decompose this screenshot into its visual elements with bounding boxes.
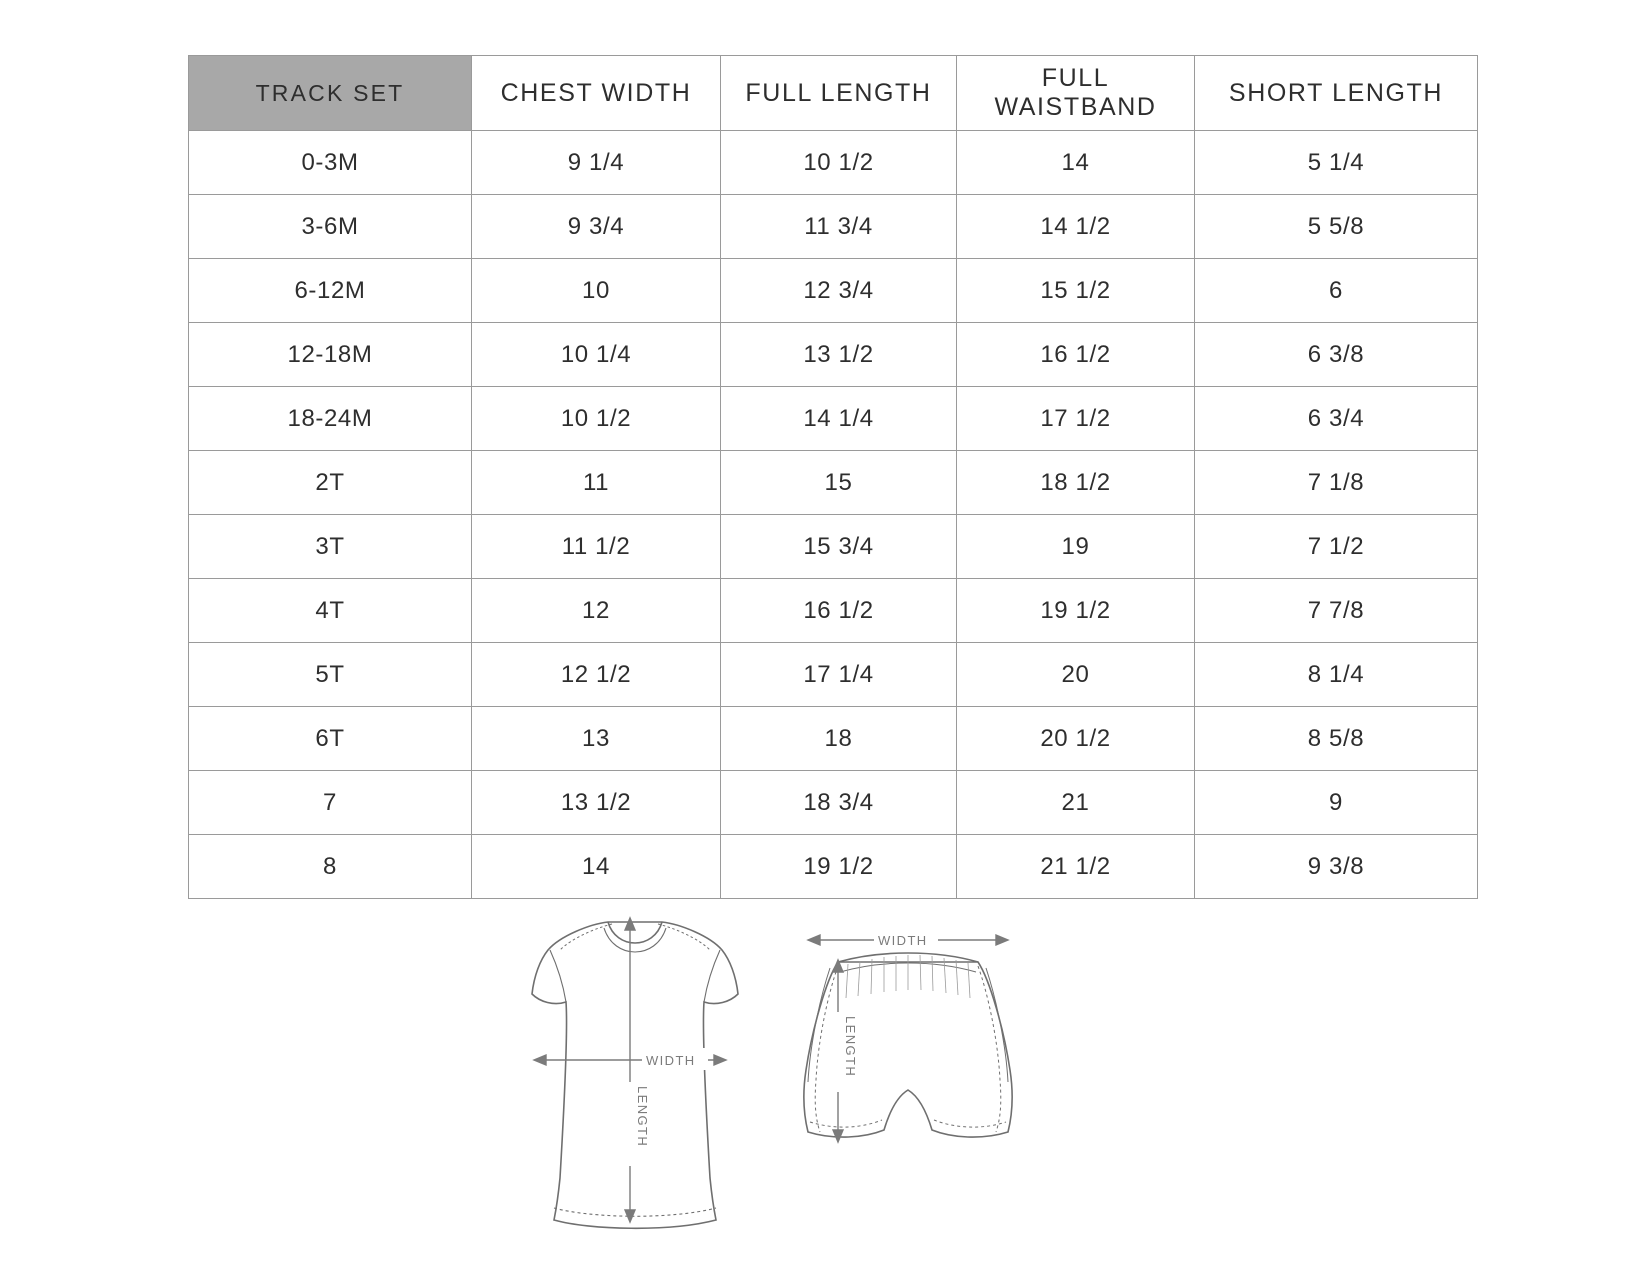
- column-header-full-length: FULL LENGTH: [721, 56, 957, 131]
- cell-full-length: 17 1/4: [721, 643, 957, 707]
- table-row: [189, 195, 1478, 259]
- cell-short-length: 8 5/8: [1195, 707, 1478, 771]
- cell-full-waistband: 20: [957, 643, 1195, 707]
- cell-short-length: 6: [1195, 259, 1478, 323]
- cell-short-length: 7 7/8: [1195, 579, 1478, 643]
- column-header-chest-width: CHEST WIDTH: [472, 56, 721, 131]
- table-row: [189, 579, 1478, 643]
- cell-full-length: 10 1/2: [721, 131, 957, 195]
- cell-chest-width: 10 1/2: [472, 387, 721, 451]
- cell-short-length: 9 3/8: [1195, 835, 1478, 899]
- cell-chest-width: 11: [472, 451, 721, 515]
- cell-full-length: 13 1/2: [721, 323, 957, 387]
- cell-short-length: 7 1/8: [1195, 451, 1478, 515]
- cell-chest-width: 12 1/2: [472, 643, 721, 707]
- cell-short-length: 9: [1195, 771, 1478, 835]
- cell-full-length: 15: [721, 451, 957, 515]
- cell-size: 6-12M: [189, 259, 472, 323]
- cell-chest-width: 14: [472, 835, 721, 899]
- cell-full-waistband: 17 1/2: [957, 387, 1195, 451]
- cell-full-waistband: 14: [957, 131, 1195, 195]
- tank-top-illustration: [520, 910, 780, 1245]
- table-row: [189, 643, 1478, 707]
- table-row: [189, 259, 1478, 323]
- measurement-illustrations: [520, 910, 1160, 1250]
- cell-full-waistband: 14 1/2: [957, 195, 1195, 259]
- cell-size: 7: [189, 771, 472, 835]
- cell-short-length: 5 1/4: [1195, 131, 1478, 195]
- cell-full-waistband: 21: [957, 771, 1195, 835]
- cell-full-waistband: 19: [957, 515, 1195, 579]
- cell-short-length: 7 1/2: [1195, 515, 1478, 579]
- cell-full-length: 11 3/4: [721, 195, 957, 259]
- cell-full-length: 12 3/4: [721, 259, 957, 323]
- table-row: [189, 387, 1478, 451]
- column-header-short-length: SHORT LENGTH: [1195, 56, 1478, 131]
- cell-full-length: 15 3/4: [721, 515, 957, 579]
- cell-full-waistband: 15 1/2: [957, 259, 1195, 323]
- size-chart-table: [188, 55, 1478, 899]
- table-row: [189, 451, 1478, 515]
- table-body: [189, 131, 1478, 899]
- column-header-track-set: TRACK SET: [189, 56, 472, 131]
- cell-chest-width: 10 1/4: [472, 323, 721, 387]
- column-header-full-waistband: FULL WAISTBAND: [957, 56, 1195, 131]
- cell-full-waistband: 16 1/2: [957, 323, 1195, 387]
- cell-chest-width: 13 1/2: [472, 771, 721, 835]
- cell-full-length: 19 1/2: [721, 835, 957, 899]
- shorts-width-label: WIDTH: [878, 933, 928, 948]
- table-row: [189, 707, 1478, 771]
- cell-size: 18-24M: [189, 387, 472, 451]
- cell-short-length: 8 1/4: [1195, 643, 1478, 707]
- cell-chest-width: 13: [472, 707, 721, 771]
- cell-size: 3T: [189, 515, 472, 579]
- cell-size: 0-3M: [189, 131, 472, 195]
- cell-short-length: 5 5/8: [1195, 195, 1478, 259]
- cell-size: 6T: [189, 707, 472, 771]
- table-row: [189, 835, 1478, 899]
- size-chart-table-container: [188, 55, 1477, 899]
- cell-size: 5T: [189, 643, 472, 707]
- cell-full-waistband: 19 1/2: [957, 579, 1195, 643]
- cell-chest-width: 10: [472, 259, 721, 323]
- cell-short-length: 6 3/8: [1195, 323, 1478, 387]
- cell-full-length: 18 3/4: [721, 771, 957, 835]
- shorts-length-label: LENGTH: [843, 1016, 858, 1078]
- cell-full-length: 18: [721, 707, 957, 771]
- cell-size: 2T: [189, 451, 472, 515]
- tank-length-label: LENGTH: [635, 1086, 650, 1148]
- cell-full-waistband: 21 1/2: [957, 835, 1195, 899]
- cell-size: 12-18M: [189, 323, 472, 387]
- cell-full-waistband: 18 1/2: [957, 451, 1195, 515]
- shorts-illustration: [790, 920, 1070, 1225]
- table-row: [189, 131, 1478, 195]
- cell-full-length: 14 1/4: [721, 387, 957, 451]
- cell-size: 8: [189, 835, 472, 899]
- shorts-diagram: [790, 920, 1070, 1220]
- cell-chest-width: 12: [472, 579, 721, 643]
- cell-short-length: 6 3/4: [1195, 387, 1478, 451]
- table-row: [189, 771, 1478, 835]
- table-header-row: [189, 56, 1478, 131]
- cell-chest-width: 11 1/2: [472, 515, 721, 579]
- table-row: [189, 515, 1478, 579]
- tank-top-diagram: [520, 910, 780, 1240]
- cell-chest-width: 9 1/4: [472, 131, 721, 195]
- cell-size: 3-6M: [189, 195, 472, 259]
- cell-size: 4T: [189, 579, 472, 643]
- tank-width-label: WIDTH: [646, 1053, 696, 1068]
- table-header: [189, 56, 1478, 131]
- cell-full-length: 16 1/2: [721, 579, 957, 643]
- cell-full-waistband: 20 1/2: [957, 707, 1195, 771]
- table-row: [189, 323, 1478, 387]
- cell-chest-width: 9 3/4: [472, 195, 721, 259]
